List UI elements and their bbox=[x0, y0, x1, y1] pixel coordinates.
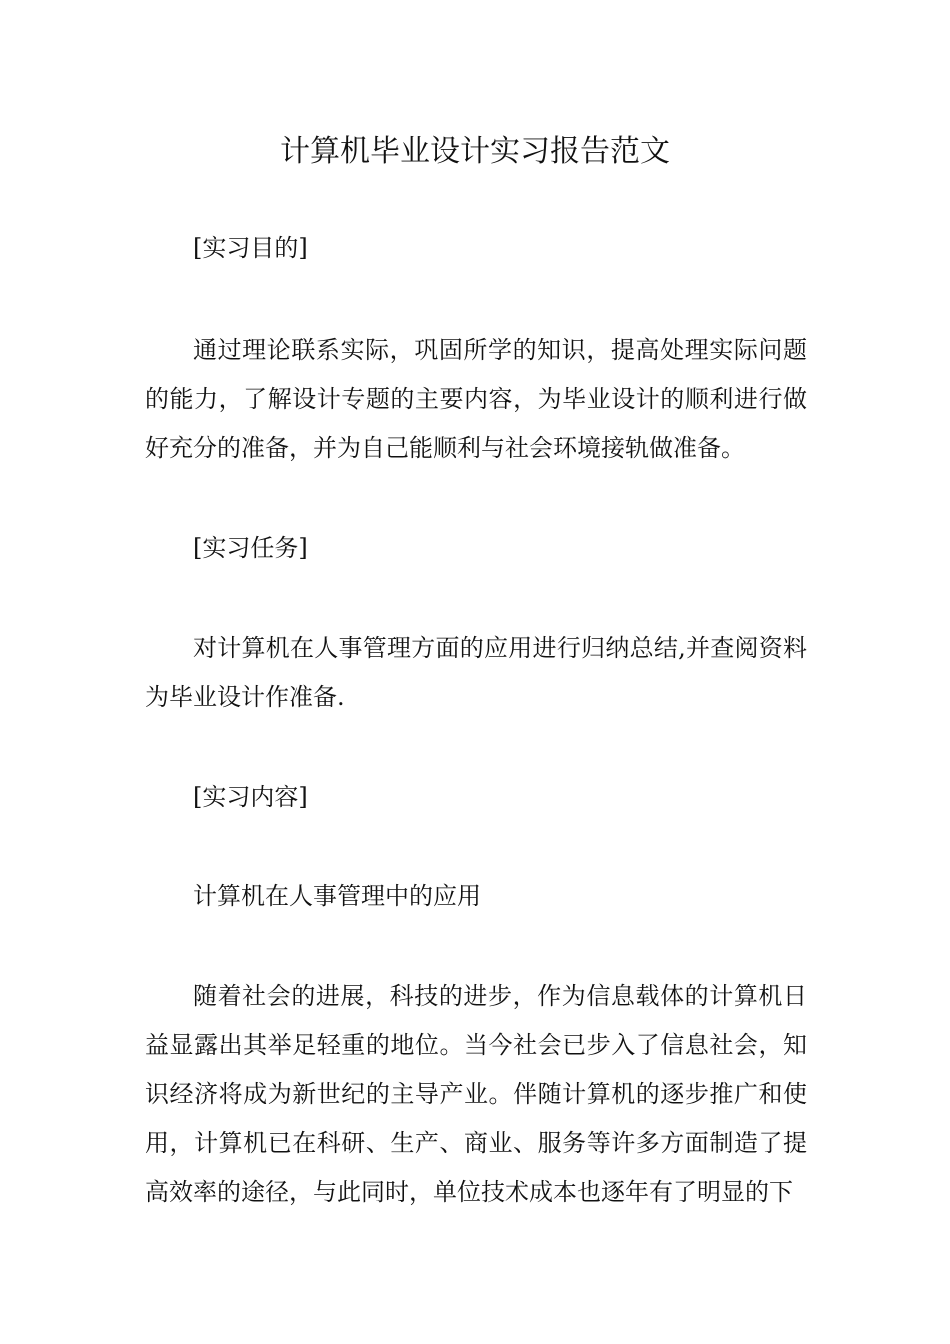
section-heading-purpose: [实习目的] bbox=[193, 234, 308, 262]
section-heading-task: [实习任务] bbox=[193, 534, 308, 562]
section-heading-content: [实习内容] bbox=[193, 783, 308, 811]
paragraph-task: 对计算机在人事管理方面的应用进行归纳总结,并查阅资料为毕业设计作准备. bbox=[145, 634, 807, 711]
subheading-application: 计算机在人事管理中的应用 bbox=[193, 882, 481, 910]
paragraph-purpose: 通过理论联系实际，巩固所学的知识，提高处理实际问题的能力，了解设计专题的主要内容，为毕业设计的顺利进行做好充分的准备，并为自己能顺利与社会环境接轨做准备。 bbox=[145, 336, 807, 462]
document-title: 计算机毕业设计实习报告范文 bbox=[280, 134, 670, 169]
paragraph-content: 随着社会的进展，科技的进步，作为信息载体的计算机日益显露出其举足轻重的地位。当今社会已步入了信息社会，知识经济将成为新世纪的主导产业。伴随计算机的逐步推广和使用，计算机已在科研、生产、商业、服务等许多方面制造了提高效率的途径，与此同时，单位技术成本也逐年有了明显的下 bbox=[145, 982, 807, 1206]
